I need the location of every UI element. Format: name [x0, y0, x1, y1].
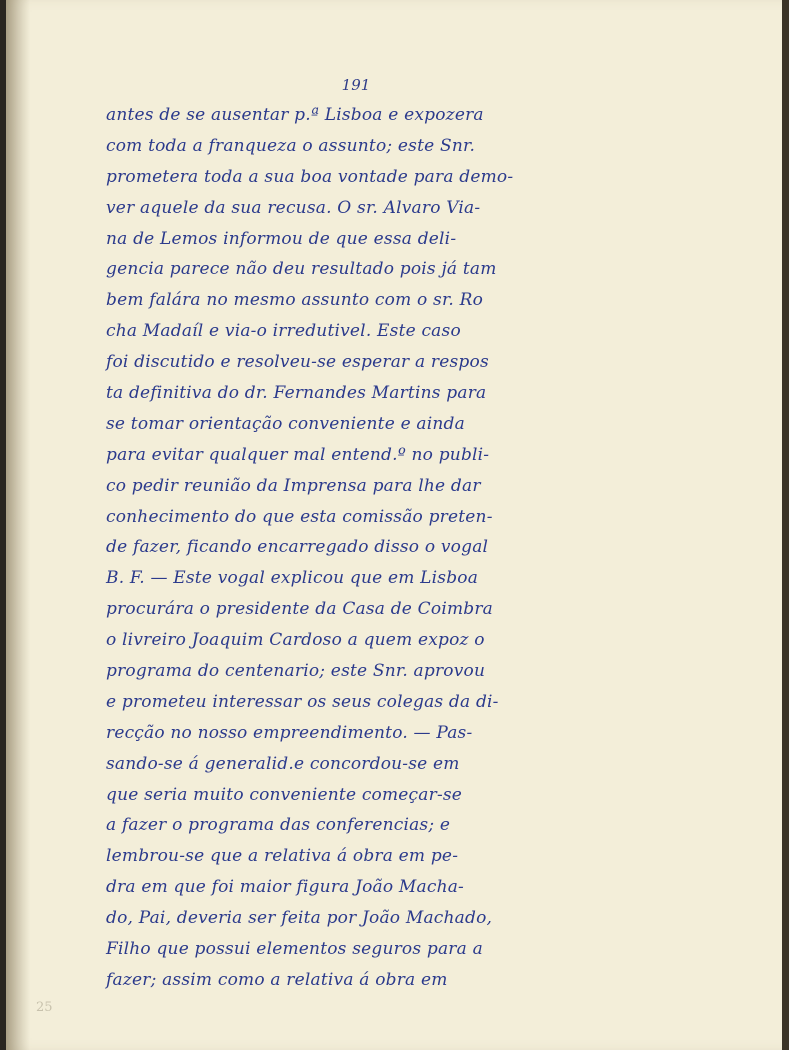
text-line: B. F. — Este vogal explicou que em Lisboa: [106, 568, 479, 589]
text-line: se tomar orientação conveniente e ainda: [106, 413, 465, 434]
text-line: ta definitiva do dr. Fernandes Martins para: [106, 383, 487, 404]
text-line: bem falára no mesmo assunto com o sr. Ro: [106, 290, 484, 311]
handwritten-text-block: [106, 100, 586, 996]
text-line: gencia parece não deu resultado pois já tam: [106, 259, 497, 280]
binding-shadow: [6, 0, 30, 1050]
manuscript-page: [6, 0, 782, 1050]
text-line: foi discutido e resolveu-se esperar a respos: [106, 352, 489, 373]
page-number: 191: [341, 76, 371, 94]
text-line: cha Madaíl e via-o irredutivel. Este caso: [106, 321, 461, 342]
faint-margin-mark: 25: [36, 1000, 53, 1015]
text-line: co pedir reunião da Imprensa para lhe dar: [106, 475, 481, 496]
text-line: lembrou-se que a relativa á obra em pe-: [106, 846, 459, 867]
text-line: conhecimento do que esta comissão preten-: [106, 506, 493, 527]
text-line: sando-se á generalid.e concordou-se em: [106, 753, 460, 774]
text-line: Filho que possui elementos seguros para a: [106, 939, 483, 960]
text-line: do, Pai, deveria ser feita por João Machado,: [106, 908, 493, 929]
text-line: que seria muito conveniente começar-se: [106, 784, 463, 805]
text-line: recção no nosso empreendimento. — Pas-: [106, 722, 473, 743]
text-line: e prometeu interessar os seus colegas da di-: [106, 691, 499, 712]
text-line: ver aquele da sua recusa. O sr. Alvaro Via-: [106, 197, 481, 218]
text-line: de fazer, ficando encarregado disso o vogal: [106, 537, 489, 558]
text-line: programa do centenario; este Snr. aprovou: [106, 661, 486, 682]
text-line: dra em que foi maior figura João Macha-: [106, 877, 464, 898]
text-line: a fazer o programa das conferencias; e: [106, 815, 451, 836]
text-line: para evitar qualquer mal entend.º no publi-: [106, 444, 490, 465]
text-line: prometera toda a sua boa vontade para demo-: [106, 166, 514, 187]
book-edge: [782, 0, 789, 1050]
text-line: com toda a franqueza o assunto; este Snr.: [106, 135, 476, 156]
text-line: na de Lemos informou de que essa deli-: [106, 228, 457, 249]
text-line: fazer; assim como a relativa á obra em: [106, 969, 448, 990]
text-line: antes de se ausentar p.ª Lisboa e expozera: [106, 105, 484, 125]
text-line: procurára o presidente da Casa de Coimbra: [106, 599, 494, 620]
text-line: o livreiro Joaquim Cardoso a quem expoz o: [106, 630, 485, 651]
